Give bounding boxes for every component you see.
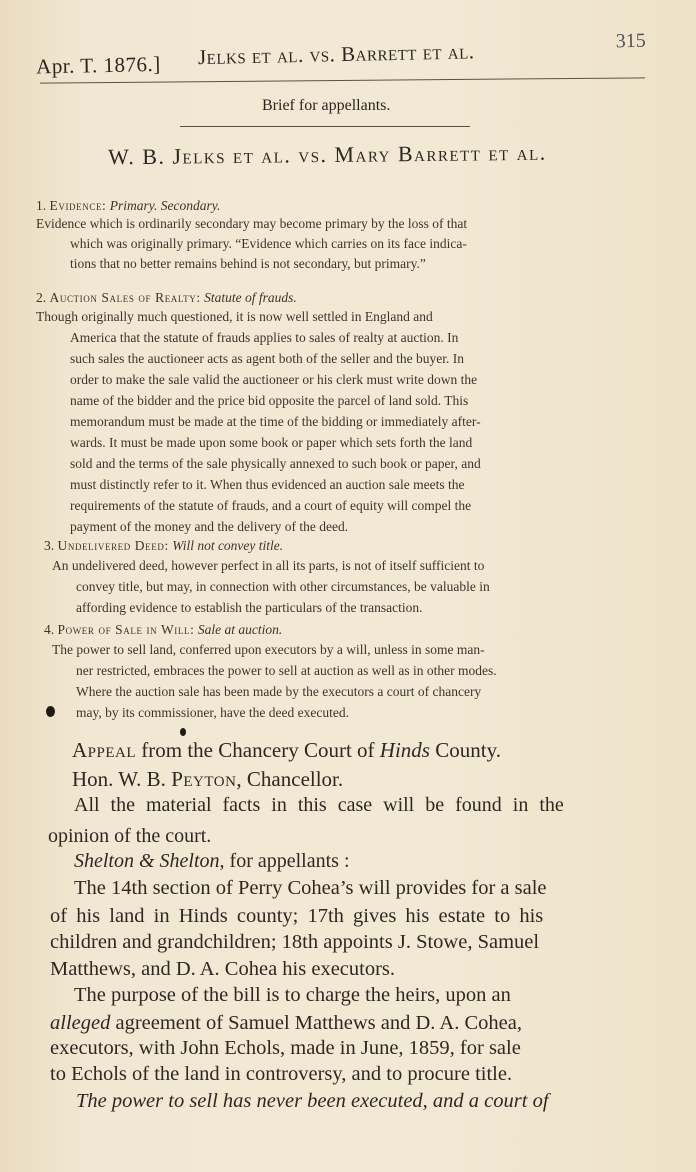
headnote-heading: Auction Sales of Realty: — [49, 290, 201, 305]
headnote-line: An undelivered deed, however perfect in all its parts, is not of itself sufficient to — [52, 558, 485, 573]
paragraph-line: children and grandchildren; 18th appoints J. Stowe, Samuel — [50, 931, 540, 953]
headnote-heading: Power of Sale in Will: — [57, 622, 195, 637]
running-title: Jelks et al. vs. Barrett et al. — [197, 39, 475, 70]
headnote-subheading: Primary. Secondary. — [109, 198, 221, 213]
paragraph-line: executors, with John Echols, made in June, 1859, for sale — [50, 1037, 521, 1059]
headnote-line: America that the statute of frauds applies to sales of realty at auction. In — [70, 330, 459, 345]
paragraph-text: agreement of Samuel Matthews and D. A. Cohea, — [110, 1012, 522, 1034]
paragraph-line: The power to sell has never been executed, and a court of — [76, 1090, 549, 1112]
brief-rule — [180, 126, 470, 127]
headnote-line: affording evidence to establish the particulars of the transaction. — [76, 600, 423, 615]
ink-blot — [180, 728, 186, 736]
headnote-line: Evidence which is ordinarily secondary may become primary by the loss of that — [36, 216, 468, 231]
headnote-line: which was originally primary. “Evidence which carries on its face indica- — [70, 236, 467, 251]
paragraph-line: to Echols of the land in controversy, and to procure title. — [50, 1063, 513, 1085]
headnote-line: such sales the auctioneer acts as agent both of the seller and the buyer. In — [70, 351, 464, 366]
headnote-line: memorandum must be made at the time of the bidding or immediately after- — [70, 414, 481, 429]
counsel-rest: , for appellants : — [219, 850, 350, 872]
paragraph-line: The 14th section of Perry Cohea’s will provides for a sale — [74, 877, 547, 899]
headnote-2 — [36, 288, 656, 534]
headnote-subheading: Will not convey title. — [172, 538, 284, 553]
term-label: Apr. T. 1876.] — [35, 51, 161, 79]
counsel-name: Shelton & Shelton — [74, 850, 220, 872]
headnote-subheading: Statute of frauds. — [204, 290, 297, 305]
headnote-heading: Undelivered Deed: — [57, 538, 169, 553]
brief-label: Brief for appellants. — [262, 97, 391, 114]
headnote-line: ner restricted, embraces the power to sell at auction as well as in other modes. — [76, 663, 497, 678]
paragraph-line: All the material facts in this case will be found in the — [74, 794, 564, 816]
appeal-line — [72, 738, 501, 763]
paragraph-line: of his land in Hinds county; 17th gives his estate to his — [50, 905, 544, 927]
headnote-line: Where the auction sale has been made by the executors a court of chancery — [76, 684, 482, 699]
headnote-subheading: Sale at auction. — [197, 622, 283, 637]
headnote-number: 4. — [44, 622, 55, 637]
headnote-number: 3. — [44, 538, 55, 553]
judge-suffix: , Chancellor. — [236, 767, 344, 791]
judge-line — [72, 767, 343, 792]
headnote-line: sold and the terms of the sale physically annexed to such book or paper, and — [70, 456, 481, 471]
running-head — [35, 29, 657, 81]
headnote-line: wards. It must be made upon some book or paper which sets forth the land — [70, 435, 473, 450]
judge-name: Peyton — [171, 767, 237, 791]
paragraph-line: Matthews, and D. A. Cohea his executors. — [50, 958, 396, 980]
headnote-number: 1. — [36, 198, 47, 213]
headnote-line: convey title, but may, in connection with other circumstances, be valuable in — [76, 579, 490, 594]
headnote-line: order to make the sale valid the auctioneer or his clerk must write down the — [70, 372, 478, 387]
case-title: W. B. Jelks et al. vs. Mary Barrett et al. — [107, 139, 547, 170]
appeal-court: from the Chancery Court of — [136, 738, 380, 762]
alleged-word: alleged — [50, 1012, 111, 1034]
headnote-line: must distinctly refer to it. When thus evidenced an auction sale meets the — [70, 477, 465, 492]
judge-prefix: Hon. W. B. — [72, 767, 172, 791]
headnote-line: The power to sell land, conferred upon executors by a will, unless in some man- — [52, 642, 485, 657]
county-word: County. — [429, 738, 501, 762]
appeal-word: Appeal — [72, 738, 137, 762]
headnote-3 — [44, 536, 664, 616]
headnote-1 — [36, 196, 656, 276]
headnote-line: name of the bidder and the price bid opposite the parcel of land sold. This — [70, 393, 469, 408]
paragraph-line — [50, 1012, 522, 1035]
headnote-line: payment of the money and the delivery of the deed. — [70, 519, 349, 534]
ink-blot — [46, 706, 55, 717]
headnote-line: tions that no better remains behind is not secondary, but primary.” — [70, 256, 426, 271]
page-number: 315 — [615, 29, 646, 53]
counsel-line — [74, 850, 350, 873]
headnote-line: requirements of the statute of frauds, and a court of equity will compel the — [70, 498, 472, 513]
headnote-line: Though originally much questioned, it is now well settled in England and — [36, 309, 433, 324]
headnote-line: may, by its commissioner, have the deed executed. — [76, 705, 349, 720]
headnote-heading: Evidence: — [49, 198, 107, 213]
headnote-4 — [44, 620, 664, 720]
paragraph-line: The purpose of the bill is to charge the heirs, upon an — [74, 984, 511, 1006]
county-name: Hinds — [379, 738, 430, 762]
paragraph-line: opinion of the court. — [48, 825, 212, 847]
headnote-number: 2. — [36, 290, 47, 305]
